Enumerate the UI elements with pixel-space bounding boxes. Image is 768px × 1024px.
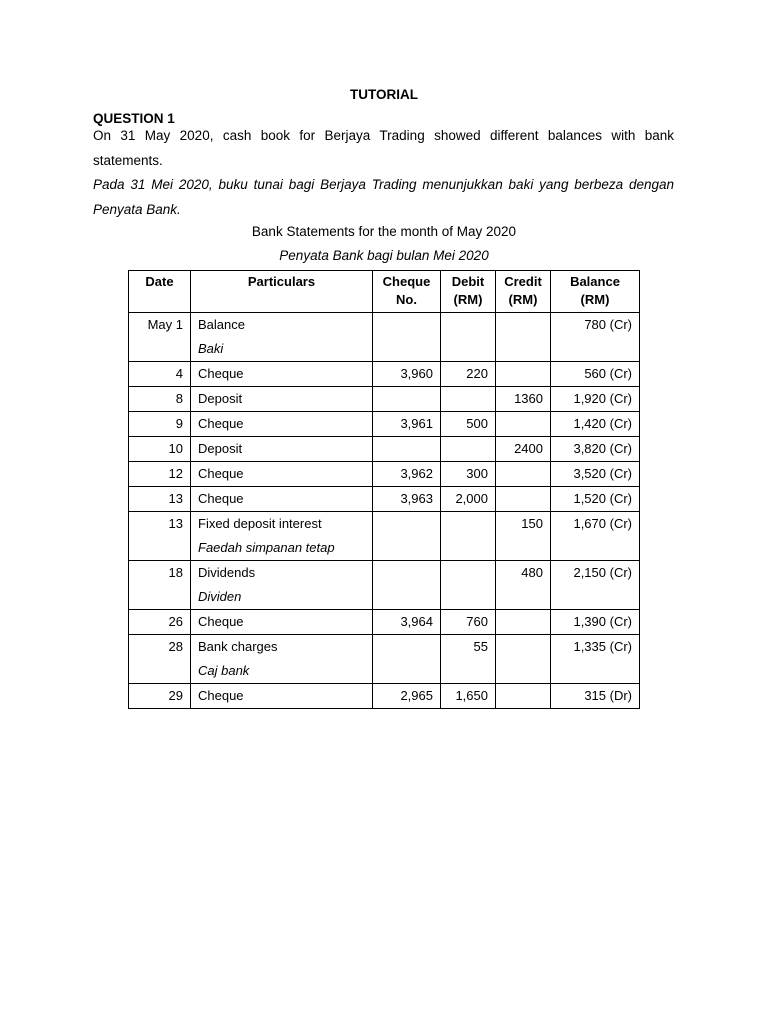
particulars-text: Cheque <box>198 366 244 381</box>
cell-date: 9 <box>129 412 191 437</box>
cell-date: 10 <box>129 437 191 462</box>
cell-date: 26 <box>129 610 191 635</box>
cell-date: 28 <box>129 635 191 684</box>
particulars-malay-text: Faedah simpanan tetap <box>198 540 335 555</box>
table-row <box>129 561 640 610</box>
cell-credit <box>496 462 551 487</box>
header-date: Date <box>129 271 191 313</box>
cell-cheque-no: 3,961 <box>373 412 441 437</box>
particulars-text: Balance <box>198 317 245 332</box>
table-row <box>129 487 640 512</box>
cell-debit: 220 <box>441 362 496 387</box>
particulars-text: Fixed deposit interest <box>198 516 322 531</box>
cell-balance: 560 (Cr) <box>551 362 640 387</box>
cell-debit: 55 <box>441 635 496 684</box>
cell-balance: 1,420 (Cr) <box>551 412 640 437</box>
cell-cheque-no: 3,964 <box>373 610 441 635</box>
cell-balance: 2,150 (Cr) <box>551 561 640 610</box>
table-header-row <box>129 271 640 313</box>
cell-particulars <box>191 462 373 487</box>
cell-debit <box>441 313 496 362</box>
cell-particulars <box>191 635 373 684</box>
cell-date: 13 <box>129 512 191 561</box>
cell-debit <box>441 437 496 462</box>
cell-credit <box>496 635 551 684</box>
cell-debit: 760 <box>441 610 496 635</box>
cell-cheque-no <box>373 437 441 462</box>
cell-debit: 500 <box>441 412 496 437</box>
cell-balance: 1,335 (Cr) <box>551 635 640 684</box>
particulars-text: Dividends <box>198 565 256 580</box>
cell-date: 18 <box>129 561 191 610</box>
cell-balance: 1,920 (Cr) <box>551 387 640 412</box>
cell-debit: 1,650 <box>441 684 496 709</box>
cell-date: 29 <box>129 684 191 709</box>
particulars-malay-text: Caj bank <box>198 663 250 678</box>
cell-credit: 150 <box>496 512 551 561</box>
table-row <box>129 362 640 387</box>
particulars-text: Deposit <box>198 391 243 406</box>
cell-particulars <box>191 437 373 462</box>
document-title: TUTORIAL <box>350 87 418 102</box>
cell-balance: 3,820 (Cr) <box>551 437 640 462</box>
question-text-english: On 31 May 2020, cash book for Berjaya Trading showed different balances with bank statements. <box>93 128 674 168</box>
cell-credit <box>496 684 551 709</box>
cell-credit <box>496 610 551 635</box>
cell-particulars <box>191 512 373 561</box>
cell-particulars <box>191 684 373 709</box>
cell-particulars <box>191 313 373 362</box>
cell-balance: 3,520 (Cr) <box>551 462 640 487</box>
cell-credit <box>496 362 551 387</box>
cell-balance: 1,520 (Cr) <box>551 487 640 512</box>
cell-date: 12 <box>129 462 191 487</box>
cell-balance: 1,390 (Cr) <box>551 610 640 635</box>
particulars-malay-text: Baki <box>198 341 224 356</box>
cell-debit: 300 <box>441 462 496 487</box>
cell-cheque-no <box>373 313 441 362</box>
table-row <box>129 412 640 437</box>
cell-debit <box>441 561 496 610</box>
cell-date: 13 <box>129 487 191 512</box>
table-row <box>129 635 640 684</box>
header-cheque-no: Cheque No. <box>373 271 441 313</box>
cell-balance: 1,670 (Cr) <box>551 512 640 561</box>
cell-particulars <box>191 362 373 387</box>
particulars-text: Cheque <box>198 416 244 431</box>
cell-cheque-no <box>373 561 441 610</box>
cell-particulars <box>191 487 373 512</box>
cell-balance: 780 (Cr) <box>551 313 640 362</box>
particulars-text: Cheque <box>198 688 244 703</box>
question-heading: QUESTION 1 <box>93 111 175 126</box>
table-row <box>129 462 640 487</box>
cell-date: 8 <box>129 387 191 412</box>
cell-debit <box>441 387 496 412</box>
particulars-text: Deposit <box>198 441 243 456</box>
cell-debit <box>441 512 496 561</box>
cell-cheque-no <box>373 387 441 412</box>
cell-credit: 480 <box>496 561 551 610</box>
table-row <box>129 437 640 462</box>
header-particulars: Particulars <box>191 271 373 313</box>
cell-particulars <box>191 610 373 635</box>
cell-cheque-no <box>373 635 441 684</box>
cell-debit: 2,000 <box>441 487 496 512</box>
cell-cheque-no: 2,965 <box>373 684 441 709</box>
cell-particulars <box>191 561 373 610</box>
cell-cheque-no: 3,963 <box>373 487 441 512</box>
cell-date: 4 <box>129 362 191 387</box>
table-row <box>129 387 640 412</box>
table-row <box>129 684 640 709</box>
header-balance: Balance (RM) <box>551 271 640 313</box>
question-text-malay: Pada 31 Mei 2020, buku tunai bagi Berjaya Trading menunjukkan baki yang berbeza dengan Penyata Bank. <box>93 177 674 217</box>
cell-cheque-no: 3,962 <box>373 462 441 487</box>
cell-credit <box>496 412 551 437</box>
cell-cheque-no: 3,960 <box>373 362 441 387</box>
cell-credit <box>496 313 551 362</box>
cell-particulars <box>191 412 373 437</box>
particulars-malay-text: Dividen <box>198 589 242 604</box>
particulars-text: Cheque <box>198 466 244 481</box>
table-row <box>129 610 640 635</box>
cell-credit: 1360 <box>496 387 551 412</box>
particulars-text: Bank charges <box>198 639 278 654</box>
table-row <box>129 313 640 362</box>
header-credit: Credit (RM) <box>496 271 551 313</box>
table-row <box>129 512 640 561</box>
particulars-text: Cheque <box>198 491 244 506</box>
table-caption-malay: Penyata Bank bagi bulan Mei 2020 <box>279 248 489 263</box>
cell-date: May 1 <box>129 313 191 362</box>
header-debit: Debit (RM) <box>441 271 496 313</box>
cell-credit: 2400 <box>496 437 551 462</box>
particulars-text: Cheque <box>198 614 244 629</box>
bank-statement-table <box>128 270 640 709</box>
cell-particulars <box>191 387 373 412</box>
cell-cheque-no <box>373 512 441 561</box>
cell-balance: 315 (Dr) <box>551 684 640 709</box>
cell-credit <box>496 487 551 512</box>
table-caption-english: Bank Statements for the month of May 2020 <box>251 224 517 239</box>
